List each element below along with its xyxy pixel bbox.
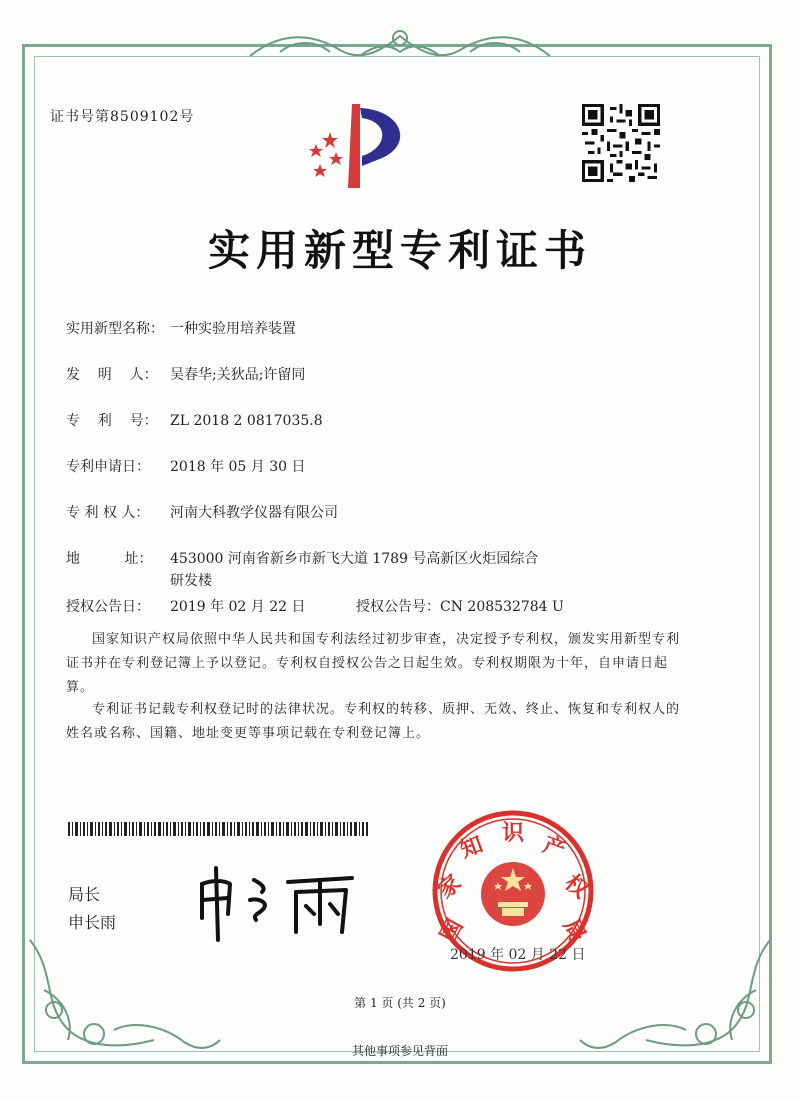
barcode-icon [68, 822, 368, 836]
patentee-value: 河南大科教学仪器有限公司 [170, 505, 338, 521]
filing-date-value: 2018 年 05 月 30 日 [170, 459, 306, 475]
seal-date: 2019 年 02 月 22 日 [450, 947, 586, 963]
svg-text:国: 国 [436, 915, 469, 947]
director-name: 申长雨 [68, 913, 117, 932]
grant-date-value: 2019 年 02 月 22 日 [170, 599, 306, 615]
svg-text:产: 产 [539, 832, 569, 864]
legal-paragraph-1: 国家知识产权局依照中华人民共和国专利法经过初步审查，决定授予专利权，颁发实用新型专利证书并在专利登记簿上予以登记。专利权自授权公告之日起生效。专利权期限为十年，自申请日起算。 [66, 632, 681, 695]
patentee-row [66, 502, 338, 522]
svg-text:知: 知 [457, 832, 487, 864]
grant-number-value: CN 208532784 U [440, 599, 564, 615]
patent-office-logo-icon [290, 96, 420, 196]
certificate-title: 实用新型专利证书 [207, 226, 592, 275]
utility-model-name-label: 实用新型名称： [66, 321, 164, 337]
grant-date-row [66, 596, 306, 616]
page-number: 第 1 页 (共 2 页) [354, 996, 446, 1010]
utility-model-name-value: 一种实验用培养装置 [170, 321, 296, 337]
address-value-line2: 研发楼 [170, 573, 212, 589]
grant-number-label: 授权公告号： [356, 599, 440, 615]
address-row [66, 548, 538, 568]
top-ornament-icon [240, 22, 560, 66]
filing-date-row [66, 456, 306, 476]
footer-note: 其他事项参见背面 [351, 1044, 448, 1058]
legal-paragraph-2: 专利证书记载专利权登记时的法律状况。专利权的转移、质押、无效、终止、恢复和专利权人的姓名或名称、国籍、地址变更等事项记载在专利登记簿上。 [66, 702, 681, 741]
director-title: 局长 [68, 885, 101, 904]
patent-number-value: ZL 2018 2 0817035.8 [170, 413, 323, 429]
inventor-value: 吴春华;关狄品;许留同 [170, 367, 306, 383]
patentee-label: 专 利 权 人： [66, 505, 150, 521]
address-label: 地 址： [66, 551, 153, 567]
svg-text:权: 权 [559, 870, 593, 904]
patent-number-label: 专 利 号： [66, 413, 158, 429]
inventor-label: 发 明 人： [66, 367, 158, 383]
patent-number-row [66, 410, 323, 430]
svg-text:局: 局 [557, 915, 590, 947]
utility-model-name-row [66, 318, 296, 338]
grant-number-row [356, 596, 564, 616]
grant-date-label: 授权公告日： [66, 599, 150, 615]
filing-date-label: 专利申请日： [66, 459, 150, 475]
certificate-number: 证书号第8509102号 [50, 109, 195, 125]
address-value-line1: 453000 河南省新乡市新飞大道 1789 号高新区火炬园综合 [170, 551, 539, 567]
handwritten-signature-icon [192, 862, 362, 942]
svg-text:识: 识 [501, 821, 525, 846]
inventor-row [66, 364, 305, 384]
qr-code-icon [582, 104, 660, 182]
svg-text:家: 家 [433, 870, 467, 904]
